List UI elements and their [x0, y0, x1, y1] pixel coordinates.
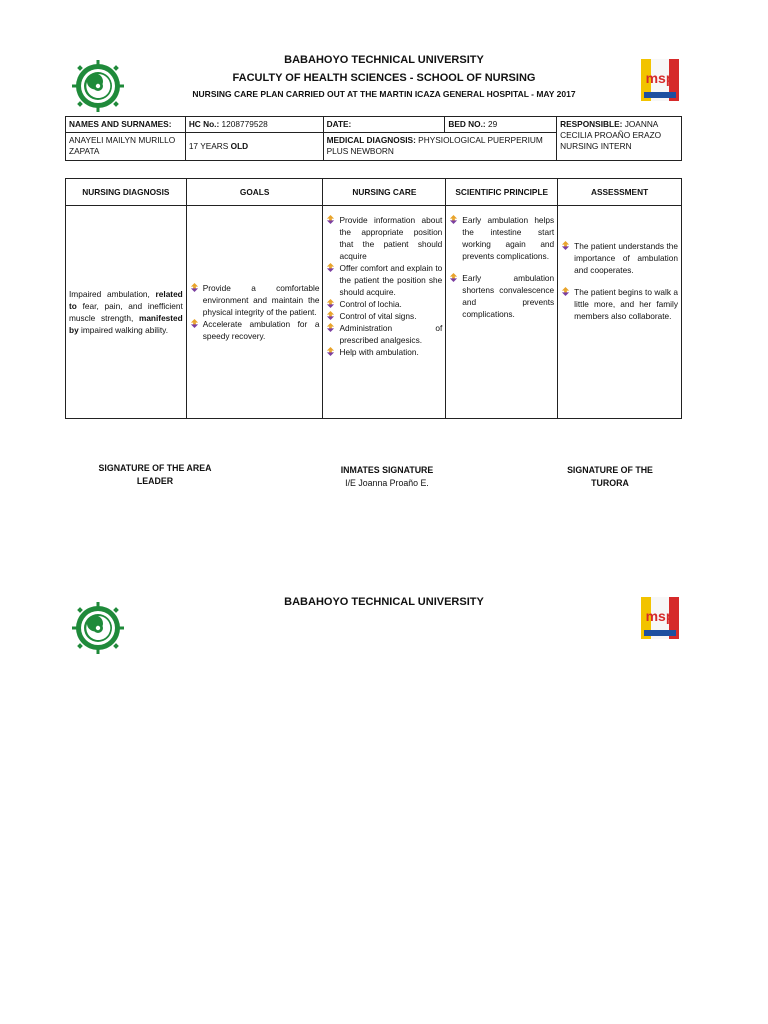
signature-area-leader — [90, 462, 220, 488]
msp-logo — [636, 56, 684, 104]
signature-area-leader-label: SIGNATURE OF THE AREA LEADER — [98, 463, 212, 487]
list-item — [561, 286, 678, 322]
header-scientific-principle: SCIENTIFIC PRINCIPLE — [446, 179, 558, 206]
principle-cell — [446, 206, 558, 419]
signature-turora — [560, 464, 660, 490]
bed-value: 29 — [488, 119, 498, 129]
page2-university-title: BABAHOYO TECHNICAL UNIVERSITY — [284, 596, 484, 608]
assessment-text: The patient begins to walk a little more, and her family members also collaborate. — [574, 287, 678, 322]
diagnosis-manifested-by: manifested by — [69, 313, 183, 336]
bed-label: BED NO.: — [448, 119, 486, 129]
list-item — [326, 298, 442, 310]
diagnosis-text — [66, 206, 187, 419]
diagnosis-part-3: impaired walking ability. — [81, 325, 168, 336]
goals-cell — [186, 206, 323, 419]
plan-title: NURSING CARE PLAN CARRIED OUT AT THE MARTIN ICAZA GENERAL HOSPITAL - MAY 2017 — [192, 89, 576, 99]
assessment-cell — [558, 206, 682, 419]
patient-info-table — [65, 116, 682, 161]
signature-inmates-label: INMATES SIGNATURE — [340, 465, 434, 475]
care-text: Help with ambulation. — [339, 347, 419, 358]
care-text: Administration of prescribed analgesics. — [339, 323, 443, 346]
university-seal-logo — [66, 596, 130, 660]
goal-text: Provide a comfortable environment and maintain the physical integrity of the patient. — [202, 282, 320, 317]
list-item — [326, 346, 442, 358]
arrow-bullet-icon — [326, 263, 335, 272]
care-plan-table — [65, 178, 682, 419]
header-goals: GOALS — [186, 179, 323, 206]
plan-row — [66, 206, 682, 419]
principle-text: Early ambulation shortens convalescence and prevents complications. — [462, 273, 555, 320]
list-item — [326, 262, 442, 298]
arrow-bullet-icon — [326, 299, 335, 308]
diagnosis-part-1: Impaired ambulation, — [69, 288, 150, 299]
care-text: Control of vital signs. — [339, 311, 417, 322]
arrow-bullet-icon — [449, 215, 458, 224]
assessment-list — [561, 240, 678, 322]
names-label: NAMES AND SURNAMES: — [66, 117, 186, 133]
list-item — [449, 214, 554, 262]
diagnosis-part-2: fear, pain, and inefficient muscle strength, — [69, 300, 183, 323]
list-item — [326, 310, 442, 322]
diagnosis-cell — [323, 133, 557, 160]
age-suffix: OLD — [230, 140, 249, 151]
faculty-title: FACULTY OF HEALTH SCIENCES - SCHOOL OF NURSING — [232, 72, 536, 84]
list-item — [326, 322, 442, 346]
arrow-bullet-icon — [326, 323, 335, 332]
arrow-bullet-icon — [561, 241, 570, 250]
responsible-cell — [557, 117, 682, 161]
goals-list — [190, 282, 320, 342]
age-value: 17 YEARS — [188, 140, 229, 151]
hc-label: HC No.: — [188, 119, 220, 129]
signature-turora-label: SIGNATURE OF THE TURORA — [567, 465, 653, 489]
care-cell — [323, 206, 446, 419]
bed-cell — [445, 117, 557, 133]
university-seal-logo — [66, 54, 130, 118]
header-nursing-diagnosis: NURSING DIAGNOSIS — [66, 179, 187, 206]
care-text: Provide information about the appropriate position that the patient should acquire — [339, 215, 443, 262]
header-nursing-care: NURSING CARE — [323, 179, 446, 206]
arrow-bullet-icon — [326, 311, 335, 320]
list-item — [326, 214, 442, 262]
diagnosis-related-to: related to — [69, 288, 183, 311]
arrow-bullet-icon — [561, 287, 570, 296]
hc-cell — [185, 117, 323, 133]
msp-logo — [636, 594, 684, 642]
list-item — [190, 282, 320, 318]
names-value: ANAYELI MAILYN MURILLO ZAPATA — [66, 133, 186, 160]
arrow-bullet-icon — [326, 215, 335, 224]
list-item — [449, 272, 554, 320]
care-text: Control of lochia. — [339, 299, 402, 310]
diagnosis-value: PHYSIOLOGICAL PUERPERIUM PLUS NEWBORN — [326, 135, 543, 157]
care-text: Offer comfort and explain to the patient the position she should acquire. — [339, 263, 443, 298]
care-list — [326, 214, 442, 358]
plan-header-row — [66, 179, 682, 206]
diagnosis-label: MEDICAL DIAGNOSIS: — [326, 135, 416, 146]
university-title: BABAHOYO TECHNICAL UNIVERSITY — [284, 54, 484, 66]
list-item — [561, 240, 678, 276]
assessment-text: The patient understands the importance of ambulation and cooperates. — [574, 241, 678, 276]
list-item — [190, 318, 320, 342]
signature-inmates-name: I/E Joanna Proaño E. — [345, 478, 429, 489]
principle-list — [449, 214, 554, 320]
age-cell — [185, 133, 323, 160]
principle-text: Early ambulation helps the intestine start working again and prevents complications. — [462, 215, 555, 262]
signature-inmates — [312, 464, 462, 490]
date-label: DATE: — [323, 117, 445, 133]
goal-text: Accelerate ambulation for a speedy recovery. — [202, 319, 320, 342]
hc-value: 1208779528 — [221, 119, 268, 129]
arrow-bullet-icon — [326, 347, 335, 356]
arrow-bullet-icon — [449, 273, 458, 282]
arrow-bullet-icon — [190, 283, 199, 292]
responsible-label: RESPONSIBLE: — [560, 119, 623, 129]
responsible-value: JOANNA CECILIA PROAÑO ERAZO NURSING INTERN — [560, 119, 662, 152]
arrow-bullet-icon — [190, 319, 199, 328]
header-assessment: ASSESSMENT — [558, 179, 682, 206]
